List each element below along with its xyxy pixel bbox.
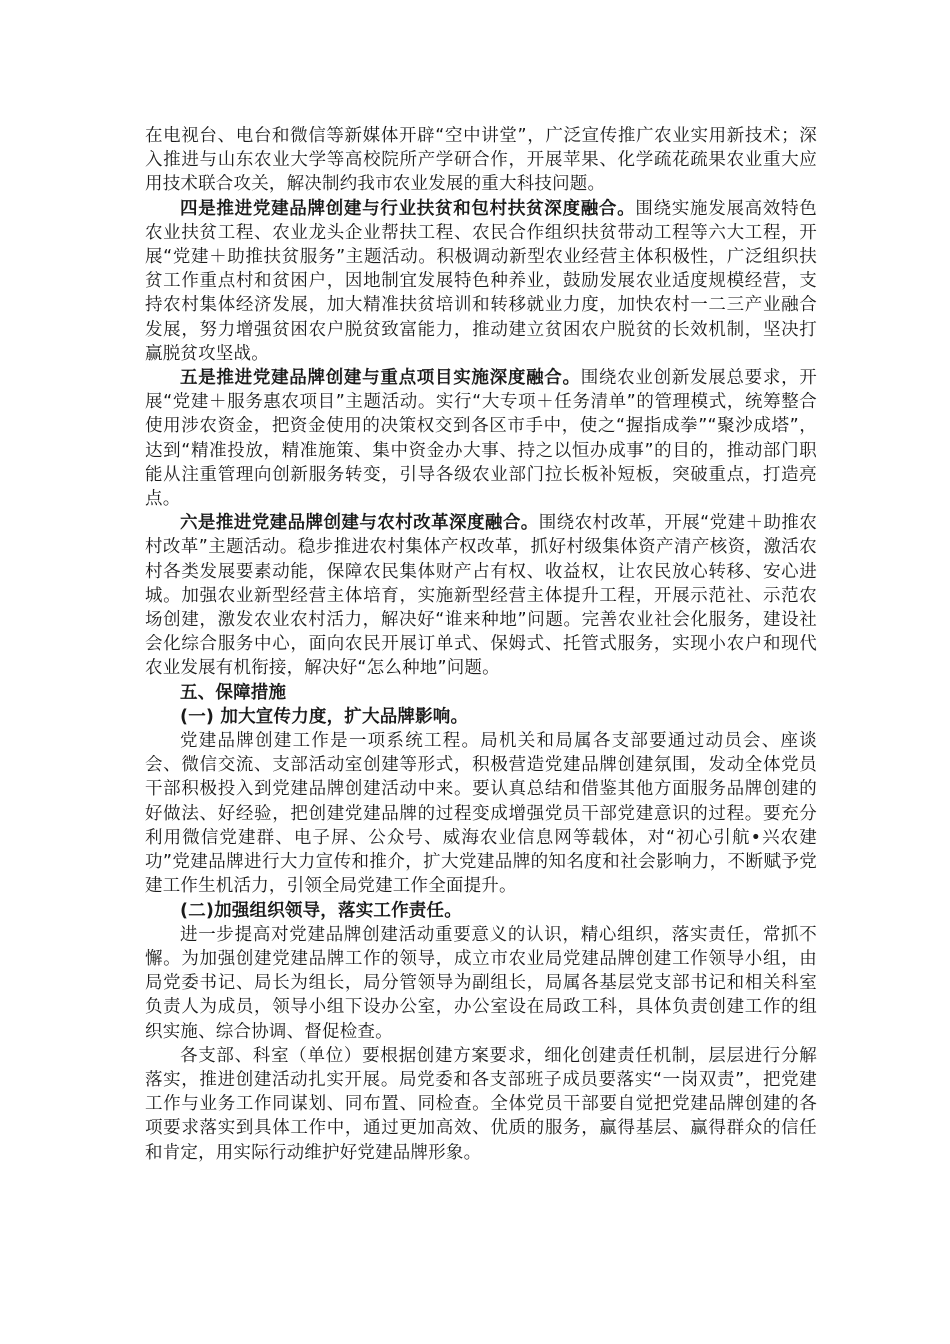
paragraph-text: 围绕实施发展高效特色农业扶贫工程、农业龙头企业帮扶工程、农民合作组织扶贫带动工程等六大工程，开展“党建＋助推扶贫服务”主题活动。积极调动新型农业经营主体积极性，广泛组织扶贫工作重点村和贫困户，因地制宜发展特色种养业，鼓励发展农业适度规模经营，支持农村集体经济发展，加大精准扶贫培训和转移就业力度，加快农村一二三产业融合发展，努力增强贫困农户脱贫致富能力，推动建立贫困农户脱贫的长效机制，坚决打赢脱贫攻坚战。 <box>145 198 818 364</box>
section-heading: 五、保障措施 <box>180 682 287 703</box>
paragraph-lead: 六是推进党建品牌创建与农村改革深度融合。 <box>180 513 539 534</box>
paragraph-point-five <box>145 366 817 511</box>
subsection-heading-two: (二)加强组织领导，落实工作责任。 <box>180 900 462 921</box>
document-page <box>145 124 817 1165</box>
subsection-two-text-one: 进一步提高对党建品牌创建活动重要意义的认识，精心组织，落实责任，常抓不懈。为加强创建党建品牌工作的领导，成立市农业局党建品牌创建工作领导小组，由局党委书记、局长为组长，局分管领导为副组长，局属各基层党支部书记和相关科室负责人为成员，领导小组下设办公室，办公室设在局政工科，具体负责创建工作的组织实施、综合协调、督促检查。 <box>145 924 817 1042</box>
paragraph-lead: 五是推进党建品牌创建与重点项目实施深度融合。 <box>180 368 581 389</box>
subsection-two-text-two: 各支部、科室（单位）要根据创建方案要求，细化创建责任机制，层层进行分解落实，推进创建活动扎实开展。局党委和各支部班子成员要落实“一岗双责”，把党建工作与业务工作同谋划、同布置、同检查。全体党员干部要自觉把党建品牌创建的各项要求落实到具体工作中，通过更加高效、优质的服务，赢得基层、赢得群众的信任和肯定，用实际行动维护好党建品牌形象。 <box>145 1045 817 1163</box>
paragraph-point-four <box>145 197 817 366</box>
paragraph-continuation <box>145 124 817 197</box>
paragraph-text: 围绕农村改革，开展“党建＋助推农村改革”主题活动。稳步推进农村集体产权改革，抓好村级集体资产清产核资，激活农村各类发展要素动能，保障农民集体财产占有权、收益权，让农民放心转移、安心进城。加强农业新型经营主体培育，实施新型经营主体提升工程，开展示范社、示范农场创建，激发农业农村活力，解决好“谁来种地”问题。完善农业社会化服务，建设社会化综合服务中心，面向农民开展订单式、保姆式、托管式服务，实现小农户和现代农业发展有机衔接，解决好“怎么种地”问题。 <box>145 513 818 679</box>
subsection-heading-one: (一) 加大宣传力度，扩大品牌影响。 <box>180 706 469 727</box>
paragraph-point-six <box>145 511 817 680</box>
subsection-one-text: 党建品牌创建工作是一项系统工程。局机关和局属各支部要通过动员会、座谈会、微信交流、支部活动室创建等形式，积极营造党建品牌创建氛围，发动全体党员干部积极投入到党建品牌创建活动中来。要认真总结和借鉴其他方面服务品牌创建的好做法、好经验，把创建党建品牌的过程变成增强党员干部党建意识的过程。要充分利用微信党建群、电子屏、公众号、威海农业信息网等载体，对“初心引航•兴农建功”党建品牌进行大力宣传和推介，扩大党建品牌的知名度和社会影响力，不断赋予党建工作生机活力，引领全局党建工作全面提升。 <box>145 731 817 897</box>
paragraph-text: 在电视台、电台和微信等新媒体开辟“空中讲堂”，广泛宣传推广农业实用新技术；深入推进与山东农业大学等高校院所产学研合作，开展苹果、化学疏花疏果农业重大应用技术联合攻关，解决制约我市农业发展的重大科技问题。 <box>145 126 817 195</box>
paragraph-lead: 四是推进党建品牌创建与行业扶贫和包村扶贫深度融合。 <box>180 198 636 219</box>
paragraph-text: 围绕农业创新发展总要求，开展“党建＋服务惠农项目”主题活动。实行“大专项＋任务清单”的管理模式，统筹整合使用涉农资金，把资金使用的决策权交到各区市手中，使之“握指成拳”“聚沙成塔”，达到“精准投放，精准施策、集中资金办大事、持之以恒办成事”的目的，推动部门职能从注重管理向创新服务转变，引导各级农业部门拉长板补短板，突破重点，打造亮点。 <box>145 368 817 510</box>
